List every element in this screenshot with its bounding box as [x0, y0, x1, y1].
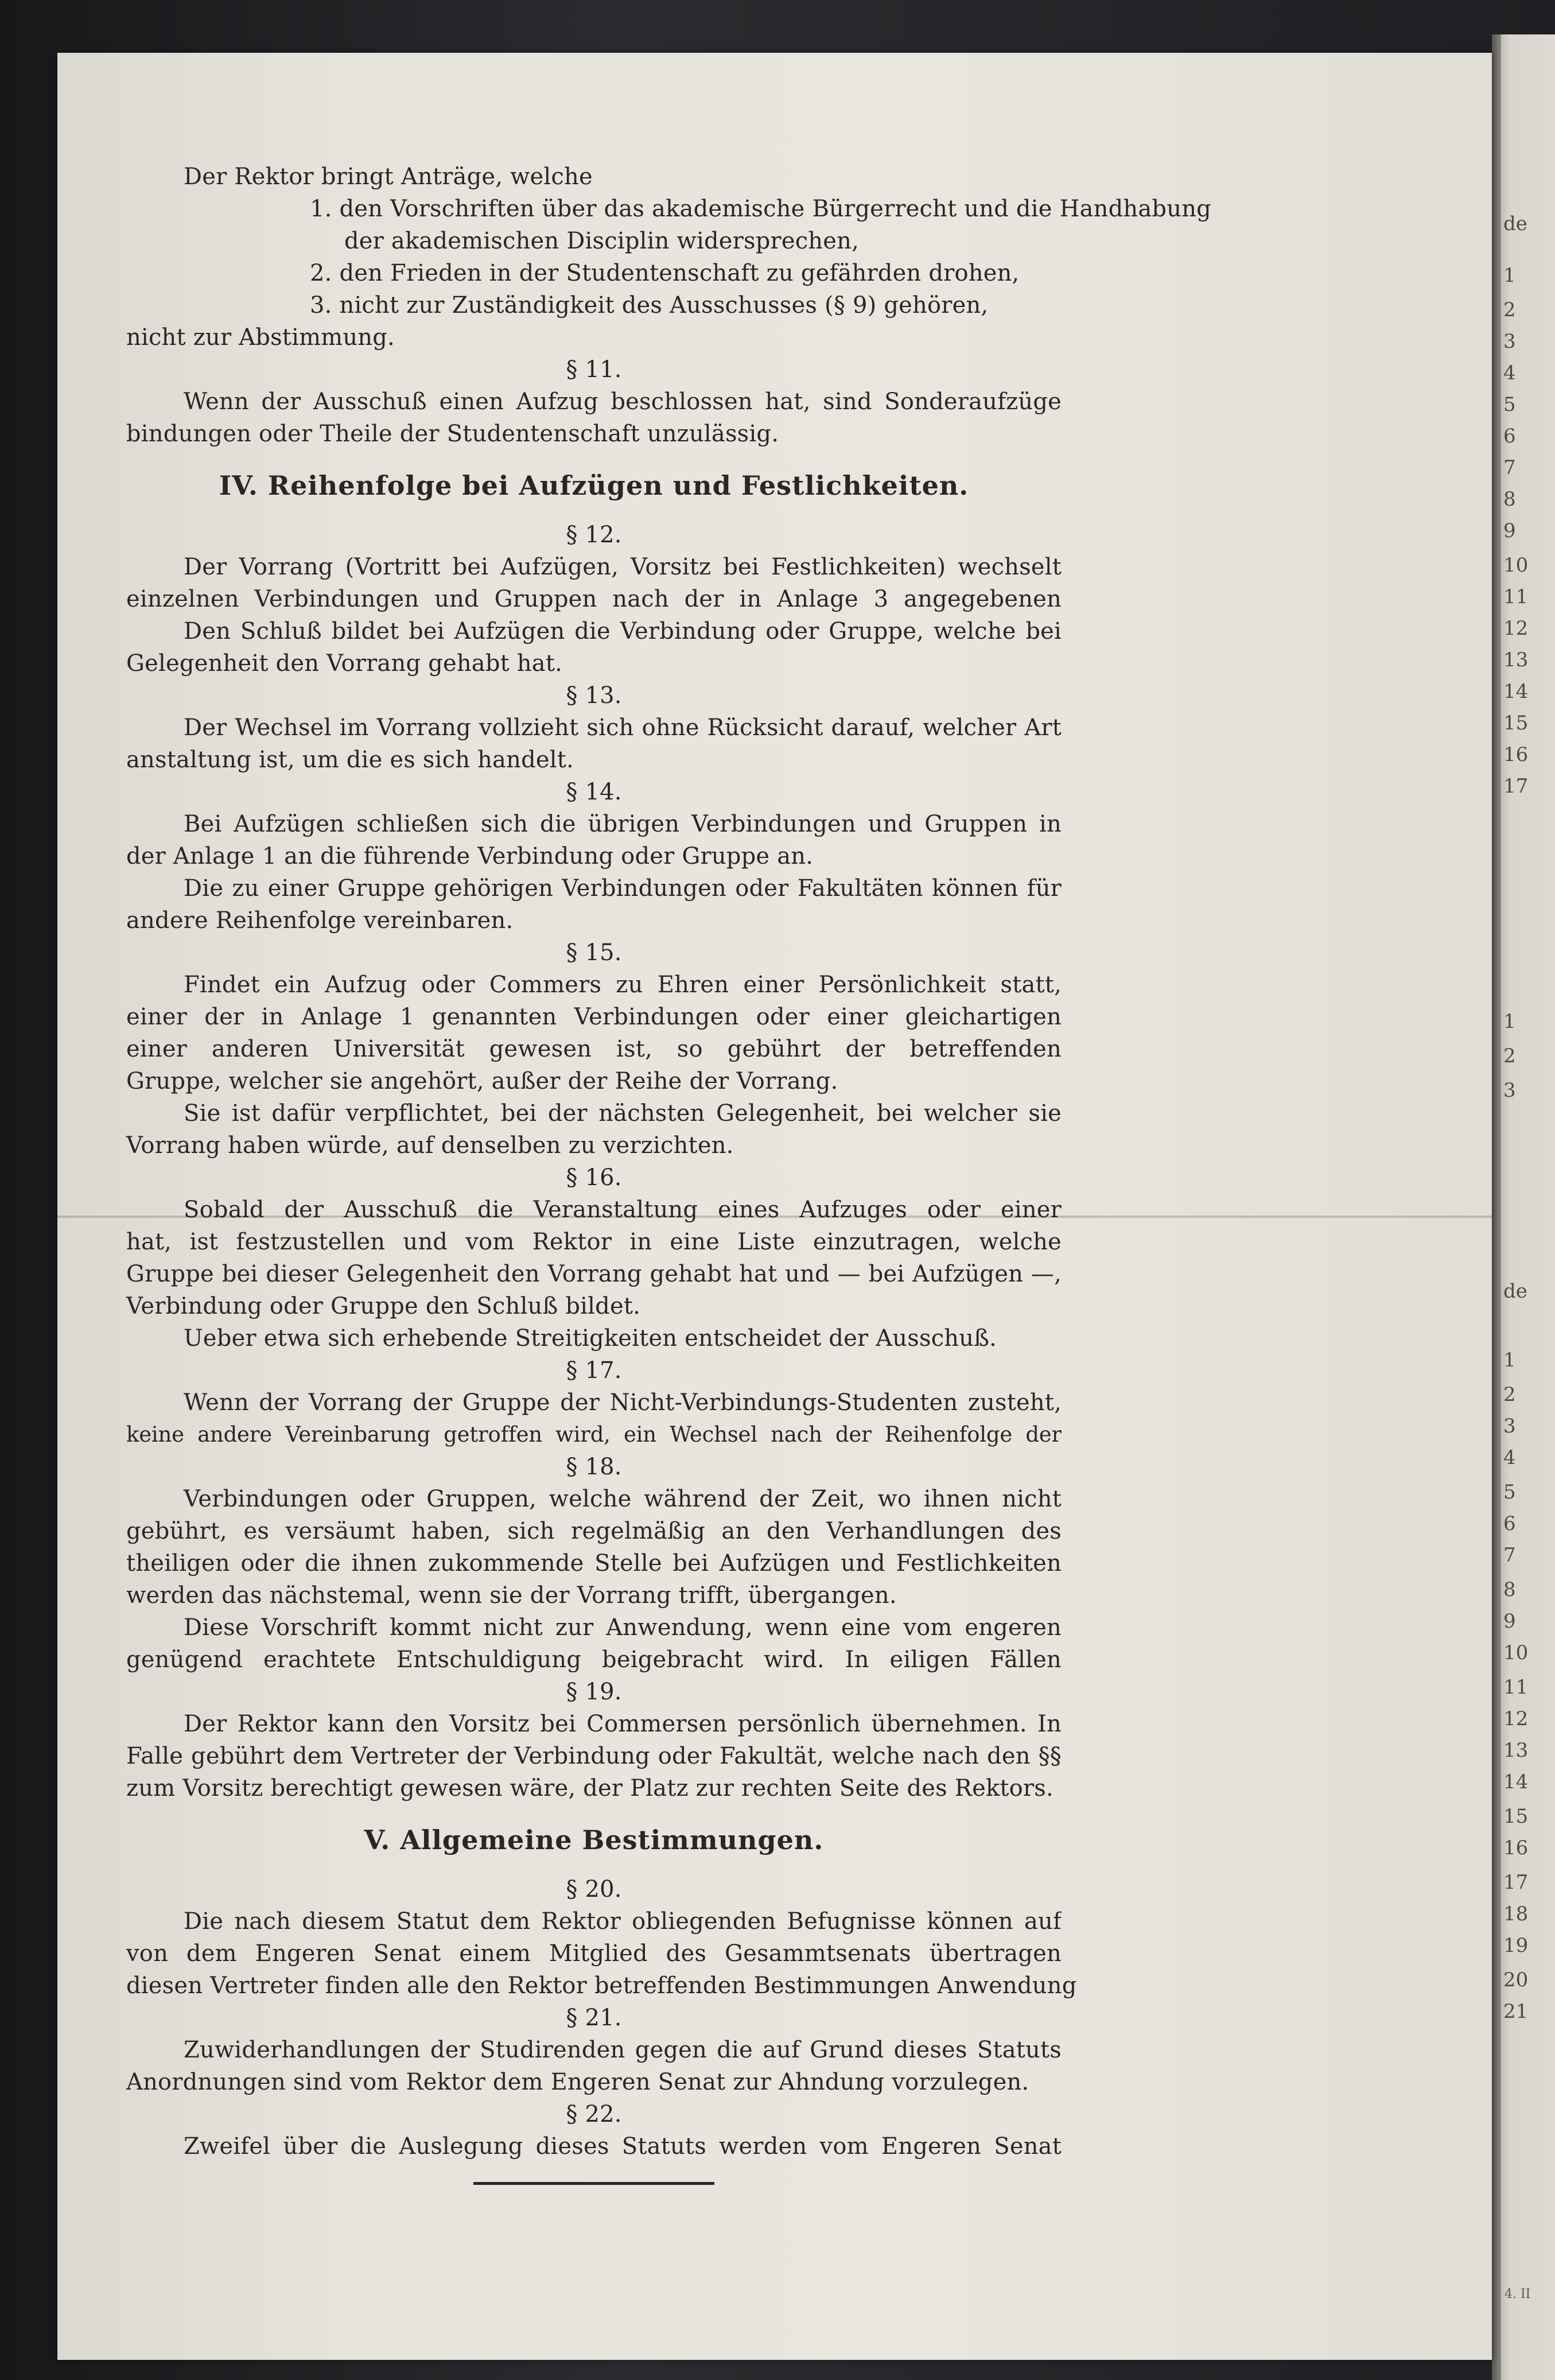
margin-number: 1 [1503, 1010, 1516, 1033]
margin-number: 3 [1503, 330, 1516, 353]
margin-number: 17 [1503, 1871, 1529, 1894]
margin-number: 12 [1503, 1707, 1529, 1730]
closing-rule [473, 2182, 714, 2185]
text-line: Den Schluß bildet bei Aufzügen die Verbindung oder Gruppe, welche bei [184, 618, 1062, 644]
margin-number: 3 [1503, 1415, 1516, 1438]
text-line: andere Reihenfolge vereinbaren. [126, 907, 514, 934]
section-number: § 15. [566, 939, 622, 966]
text-line: Vorrang haben würde, auf denselben zu verzichten. [126, 1132, 734, 1159]
book-spine [1492, 34, 1501, 2380]
margin-number: 20 [1503, 1969, 1529, 1991]
margin-number: 14 [1503, 1771, 1529, 1793]
margin-number: 13 [1503, 649, 1529, 671]
margin-number: 11 [1503, 585, 1529, 608]
text-line: Sie ist dafür verpflichtet, bei der nächsten Gelegenheit, bei welcher sie [184, 1100, 1062, 1127]
margin-number: 14 [1503, 680, 1529, 703]
text-line: hat, ist festzustellen und vom Rektor in eine Liste einzutragen, welche [126, 1229, 1062, 1255]
text-line: diesen Vertreter finden alle den Rektor betreffenden Bestimmungen Anwendung [126, 1973, 1077, 1999]
text-line: zum Vorsitz berechtigt gewesen wäre, der Platz zur rechten Seite des Rektors. [126, 1775, 1053, 1801]
text-line: Verbindungen oder Gruppen, welche während der Zeit, wo ihnen nicht [184, 1486, 1062, 1512]
text-line: einzelnen Verbindungen und Gruppen nach der in Anlage 3 angegebenen [126, 586, 1062, 612]
margin-number: 7 [1503, 1544, 1516, 1567]
text-line: Diese Vorschrift kommt nicht zur Anwendung, wenn eine vom engeren [184, 1614, 1062, 1641]
list-item: 3. nicht zur Zuständigkeit des Ausschusses (§ 9) gehören, [310, 292, 989, 319]
margin-number: 6 [1503, 1512, 1516, 1535]
margin-number: de [1503, 212, 1527, 235]
section-number: § 11. [566, 356, 622, 383]
text-line: Gruppe, welcher sie angehört, außer der Reihe der Vorrang. [126, 1068, 838, 1094]
text-line: Falle gebührt dem Vertreter der Verbindung oder Fakultät, welche nach den §§ [126, 1743, 1062, 1769]
text-line: Gruppe bei dieser Gelegenheit den Vorrang gehabt hat und — bei Aufzügen —, [126, 1261, 1062, 1287]
text-line: Anordnungen sind vom Rektor dem Engeren Senat zur Ahndung vorzulegen. [126, 2069, 1029, 2095]
text-line: theiligen oder die ihnen zukommende Stelle bei Aufzügen und Festlichkeiten [126, 1550, 1062, 1577]
section-number: § 16. [566, 1164, 622, 1191]
text-line: Der Vorrang (Vortritt bei Aufzügen, Vorsitz bei Festlichkeiten) wechselt [184, 554, 1062, 580]
section-number: § 20. [566, 1876, 622, 1903]
margin-number: 2 [1503, 1045, 1516, 1067]
text-line: Wenn der Ausschuß einen Aufzug beschlossen hat, sind Sonderaufzüge [184, 389, 1062, 415]
margin-number: 11 [1503, 1676, 1529, 1699]
margin-number: 3 [1503, 1079, 1516, 1102]
margin-number: 8 [1503, 1578, 1516, 1601]
margin-number: 1 [1503, 1349, 1516, 1372]
section-number: § 12. [566, 522, 622, 548]
text-line: keine andere Vereinbarung getroffen wird, ein Wechsel nach der Reihenfolge der [126, 1422, 1062, 1447]
chapter-heading: IV. Reihenfolge bei Aufzügen und Festlichkeiten. [219, 470, 969, 501]
margin-number: de [1503, 1280, 1527, 1303]
text-line: Findet ein Aufzug oder Commers zu Ehren einer Persönlichkeit statt, [184, 972, 1062, 998]
margin-number: 19 [1503, 1934, 1529, 1957]
text-line: Der Rektor kann den Vorsitz bei Commersen persönlich übernehmen. In [184, 1711, 1062, 1737]
list-item: 2. den Frieden in der Studentenschaft zu gefährden drohen, [310, 260, 1020, 286]
margin-number: 8 [1503, 488, 1516, 511]
margin-number: 15 [1503, 712, 1529, 735]
margin-number: 6 [1503, 425, 1516, 448]
text-line: Zweifel über die Auslegung dieses Statuts werden vom Engeren Senat [184, 2133, 1062, 2160]
margin-number: 9 [1503, 1610, 1516, 1633]
margin-number: 18 [1503, 1903, 1529, 1925]
page-signature-mark: 4. II [1505, 2287, 1531, 2301]
margin-number: 9 [1503, 519, 1516, 542]
text-line: Bei Aufzügen schließen sich die übrigen Verbindungen und Gruppen in [184, 811, 1062, 837]
text-line: Der Rektor bringt Anträge, welche [184, 164, 593, 190]
document-text [126, 161, 1211, 2185]
margin-number: 4 [1503, 362, 1516, 385]
adjacent-page-edge [1499, 34, 1555, 2380]
margin-number: 1 [1503, 264, 1516, 287]
margin-number: 21 [1503, 2000, 1529, 2023]
text-line: Die zu einer Gruppe gehörigen Verbindungen oder Fakultäten können für [184, 875, 1062, 902]
list-item: 1. den Vorschriften über das akademische Bürgerrecht und die Handhabung [310, 196, 1211, 222]
text-line: Wenn der Vorrang der Gruppe der Nicht-Verbindungs-Studenten zusteht, [184, 1389, 1062, 1416]
text-line: bindungen oder Theile der Studentenschaft unzulässig. [126, 421, 779, 447]
margin-number: 2 [1503, 1383, 1516, 1406]
margin-number: 4 [1503, 1446, 1516, 1469]
text-line: einer anderen Universität gewesen ist, so gebührt der betreffenden [126, 1036, 1062, 1062]
section-number: § 21. [566, 2005, 622, 2031]
list-item-continuation: der akademischen Disciplin widersprechen, [344, 228, 860, 254]
chapter-heading: V. Allgemeine Bestimmungen. [364, 1824, 824, 1855]
text-line: Die nach diesem Statut dem Rektor obliegenden Befugnisse können auf [184, 1908, 1062, 1935]
section-number: § 18. [566, 1454, 622, 1480]
section-number: § 13. [566, 682, 622, 709]
margin-number: 5 [1503, 393, 1516, 416]
text-line: genügend erachtete Entschuldigung beigebracht wird. In eiligen Fällen [126, 1647, 1062, 1673]
margin-number: 17 [1503, 775, 1529, 798]
margin-number: 16 [1503, 743, 1529, 766]
text-line: Gelegenheit den Vorrang gehabt hat. [126, 650, 563, 677]
section-number: § 19. [566, 1679, 622, 1705]
section-number: § 17. [566, 1357, 622, 1384]
text-line: Der Wechsel im Vorrang vollzieht sich ohne Rücksicht darauf, welcher Art [184, 715, 1062, 741]
margin-number: 5 [1503, 1481, 1516, 1504]
text-line: Verbindung oder Gruppe den Schluß bildet. [126, 1293, 641, 1319]
text-line: Zuwiderhandlungen der Studirenden gegen die auf Grund dieses Statuts [184, 2037, 1062, 2063]
text-line: gebührt, es versäumt haben, sich regelmäßig an den Verhandlungen des [126, 1518, 1062, 1544]
text-line: werden das nächstemal, wenn sie der Vorrang trifft, übergangen. [126, 1582, 897, 1609]
section-number: § 22. [566, 2101, 622, 2127]
text-line: der Anlage 1 an die führende Verbindung oder Gruppe an. [126, 843, 814, 869]
margin-number: 15 [1503, 1805, 1529, 1828]
margin-number: 10 [1503, 1641, 1529, 1664]
margin-number: 12 [1503, 617, 1529, 640]
section-number: § 14. [566, 779, 622, 805]
text-line: einer der in Anlage 1 genannten Verbindungen oder einer gleichartigen [126, 1004, 1062, 1030]
margin-number: 10 [1503, 554, 1529, 577]
margin-number: 16 [1503, 1837, 1529, 1859]
text-line: nicht zur Abstimmung. [126, 324, 395, 351]
margin-number: 2 [1503, 298, 1516, 321]
text-line: Ueber etwa sich erhebende Streitigkeiten entscheidet der Ausschuß. [184, 1325, 997, 1352]
text-line: von dem Engeren Senat einem Mitglied des Gesammtsenats übertragen [126, 1940, 1062, 1967]
text-line: Sobald der Ausschuß die Veranstaltung eines Aufzuges oder einer [184, 1197, 1062, 1223]
text-line: anstaltung ist, um die es sich handelt. [126, 747, 574, 773]
margin-number: 13 [1503, 1739, 1529, 1762]
margin-number: 7 [1503, 456, 1516, 479]
